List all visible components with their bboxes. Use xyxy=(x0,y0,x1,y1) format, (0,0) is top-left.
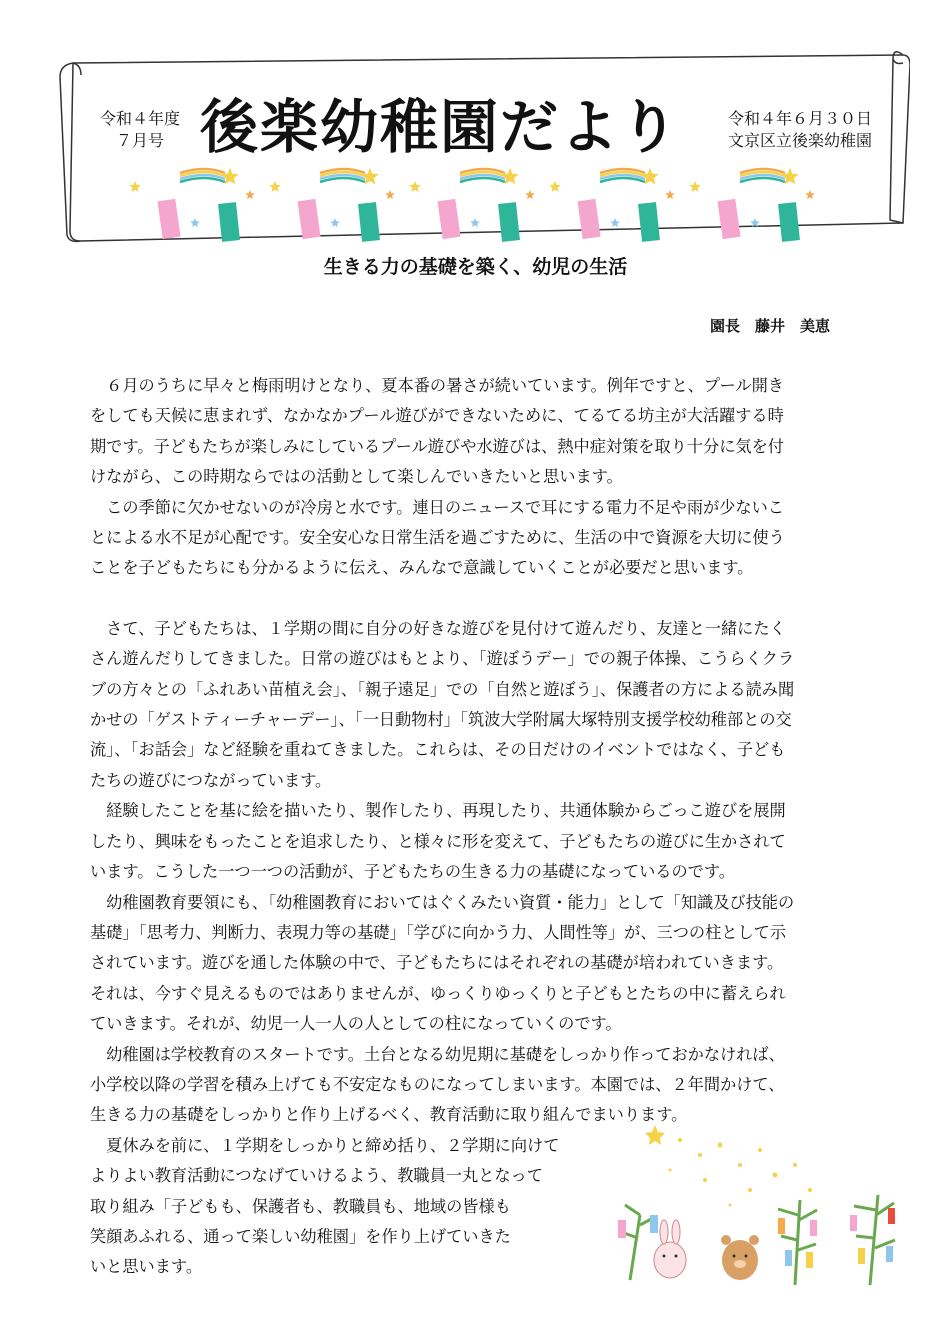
body-line: 期です。子どもたちが楽しみにしているプール遊びや水遊びは、熱中症対策を取り十分に気を付 xyxy=(90,436,784,456)
star-icon xyxy=(190,218,200,227)
tanzaku-strip-icon xyxy=(498,202,520,242)
star-icon xyxy=(750,218,760,227)
star-icon xyxy=(610,218,620,227)
body-line: 笑顔あふれる、通って楽しい幼稚園」を作り上げていきた xyxy=(90,1226,511,1246)
paragraph-gap xyxy=(90,584,870,614)
issue-date: 令和４年６月３０日 xyxy=(728,109,873,128)
star-icon xyxy=(665,190,675,199)
star-icon xyxy=(385,190,395,199)
body-line: かせの「ゲストティーチャーデー」、「一日動物村」「筑波大学附属大塚特別支援学校幼稚部との交 xyxy=(90,710,792,730)
tanzaku-strip-icon xyxy=(638,202,660,242)
body-line: されています。遊びを通した体験の中で、子どもたちにはそれぞれの基礎が培われていきます。 xyxy=(90,953,784,973)
tanabata-illustration xyxy=(610,1120,910,1290)
body-line: ことを子どもたちにも分かるように伝え、みんなで意識していくことが必要だと思います。 xyxy=(90,558,754,578)
tanzaku-strip-icon xyxy=(297,199,320,239)
body-line: 流」、「お話会」など経験を重ねてきました。これらは、その日だけのイベントではなく、子ども xyxy=(90,740,786,760)
shooting-star-trail-icon xyxy=(460,178,505,182)
shooting-star-trail-icon xyxy=(320,178,365,182)
tanzaku-strip-icon xyxy=(717,199,740,239)
body-line: ブの方々との「ふれあい苗植え会」、「親子遠足」での「自然と遊ぼう」、保護者の方による読み聞 xyxy=(90,679,795,699)
tanzaku-strip-icon xyxy=(157,199,180,239)
body-line: いと思います。 xyxy=(90,1257,203,1277)
bamboo-tree-icon xyxy=(778,1200,817,1285)
body-line: したり、興味をもったことを追求したり、と様々に形を変えて、子どもたちの遊びに生かされて xyxy=(90,831,786,851)
body-line: 取り組み「子どもも、保護者も、教職員も、地域の皆様も xyxy=(90,1196,511,1216)
tanzaku-strip-icon xyxy=(577,199,600,239)
issue-label xyxy=(90,108,190,152)
star-icon xyxy=(549,181,560,192)
article-title: 生きる力の基礎を築く、幼児の生活 xyxy=(323,256,628,278)
shooting-star-trail-icon xyxy=(740,178,785,182)
star-icon xyxy=(470,218,480,227)
body-line: 小学校以降の学習を積み上げても不安定なものになってしまいます。本園では、２年間かけて、 xyxy=(90,1074,785,1094)
author: 園長 藤井 美恵 xyxy=(710,317,831,335)
body-line: さん遊んだりしてきました。日常の遊びはもとより、「遊ぼうデー」での親子体操、こうらくクラ xyxy=(90,649,795,669)
body-line: よりよい教育活動につなげていけるよう、教職員一丸となって xyxy=(90,1166,543,1186)
body-line: ていきます。それが、幼児一人一人の人としての柱になっていくのです。 xyxy=(90,1014,622,1034)
body-line: とによる水不足が心配です。安全安心な日常生活を過ごすために、生活の中で資源を大切に使う xyxy=(90,528,785,548)
body-line: この季節に欠かせないのが冷房と水です。連日のニュースで耳にする電力不足や雨が少ないこ xyxy=(90,497,784,517)
newsletter-title: 後楽幼稚園だより xyxy=(200,93,681,161)
shooting-star-trail-icon xyxy=(180,178,225,182)
body-line: をしても天候に恵まれず、なかなかプール遊びができないために、てるてる坊主が大活躍する時 xyxy=(90,406,784,426)
star-icon xyxy=(689,181,700,192)
body-line: 経験したことを基に絵を描いたり、製作したり、再現したり、共通体験からごっこ遊びを展開 xyxy=(90,801,786,821)
issue-month: ７月号 xyxy=(115,131,164,150)
body-line: たちの遊びにつながっています。 xyxy=(90,770,332,790)
tanzaku-strip-icon xyxy=(218,202,240,242)
star-icon xyxy=(245,190,255,199)
body-line: 幼稚園教育要領にも、「幼稚園教育においてはぐくみたい資質・能力」として「知識及び技能の xyxy=(90,892,795,912)
body-line: います。こうした一つ一つの活動が、子どもたちの生きる力の基礎になっているのです。 xyxy=(90,862,735,882)
body-line: さて、子どもたちは、１学期の間に自分の好きな遊びを見付けて遊んだり、友達と一緒にたく xyxy=(90,618,786,638)
bear-icon xyxy=(721,1235,759,1280)
body-line: 幼稚園は学校教育のスタートです。土台となる幼児期に基礎をしっかり作っておかなければ、 xyxy=(90,1044,785,1064)
star-icon xyxy=(525,190,535,199)
star-icon xyxy=(129,181,140,192)
star-icon xyxy=(805,190,815,199)
issue-year: 令和４年度 xyxy=(99,109,180,128)
publisher: 文京区立後楽幼稚園 xyxy=(728,131,873,150)
body-line: けながら、この時期ならではの活動として楽しんでいきたいと思います。 xyxy=(90,467,623,487)
star-icon xyxy=(269,181,280,192)
body-line: 生きる力の基礎をしっかりと作り上げるべく、教育活動に取り組んでまいります。 xyxy=(90,1105,688,1125)
star-icon xyxy=(330,218,340,227)
star-icon xyxy=(409,181,420,192)
body-line: 基礎」「思考力、判断力、表現力等の基礎」「学びに向かう力、人間性等」が、三つの柱として示 xyxy=(90,922,787,942)
body-line: それは、今すぐ見えるものではありませんが、ゆっくりゆっくりと子どもとたちの中に蓄えられ xyxy=(90,983,786,1003)
tanzaku-strip-icon xyxy=(778,202,800,242)
bamboo-tree-icon xyxy=(850,1195,895,1285)
shooting-star-trail-icon xyxy=(600,178,645,182)
sparkle-stars-icon xyxy=(645,1125,812,1207)
rabbit-icon xyxy=(654,1220,686,1278)
bamboo-branch-icon xyxy=(618,1205,658,1280)
body-line: 夏休みを前に、１学期をしっかりと締め括り、２学期に向けて xyxy=(90,1135,560,1155)
tanzaku-strip-icon xyxy=(437,199,460,239)
tanzaku-strip-icon xyxy=(358,202,380,242)
date-block xyxy=(728,108,872,152)
body-line: ６月のうちに早々と梅雨明けとなり、夏本番の暑さが続いています。例年ですと、プール開き xyxy=(90,376,784,395)
